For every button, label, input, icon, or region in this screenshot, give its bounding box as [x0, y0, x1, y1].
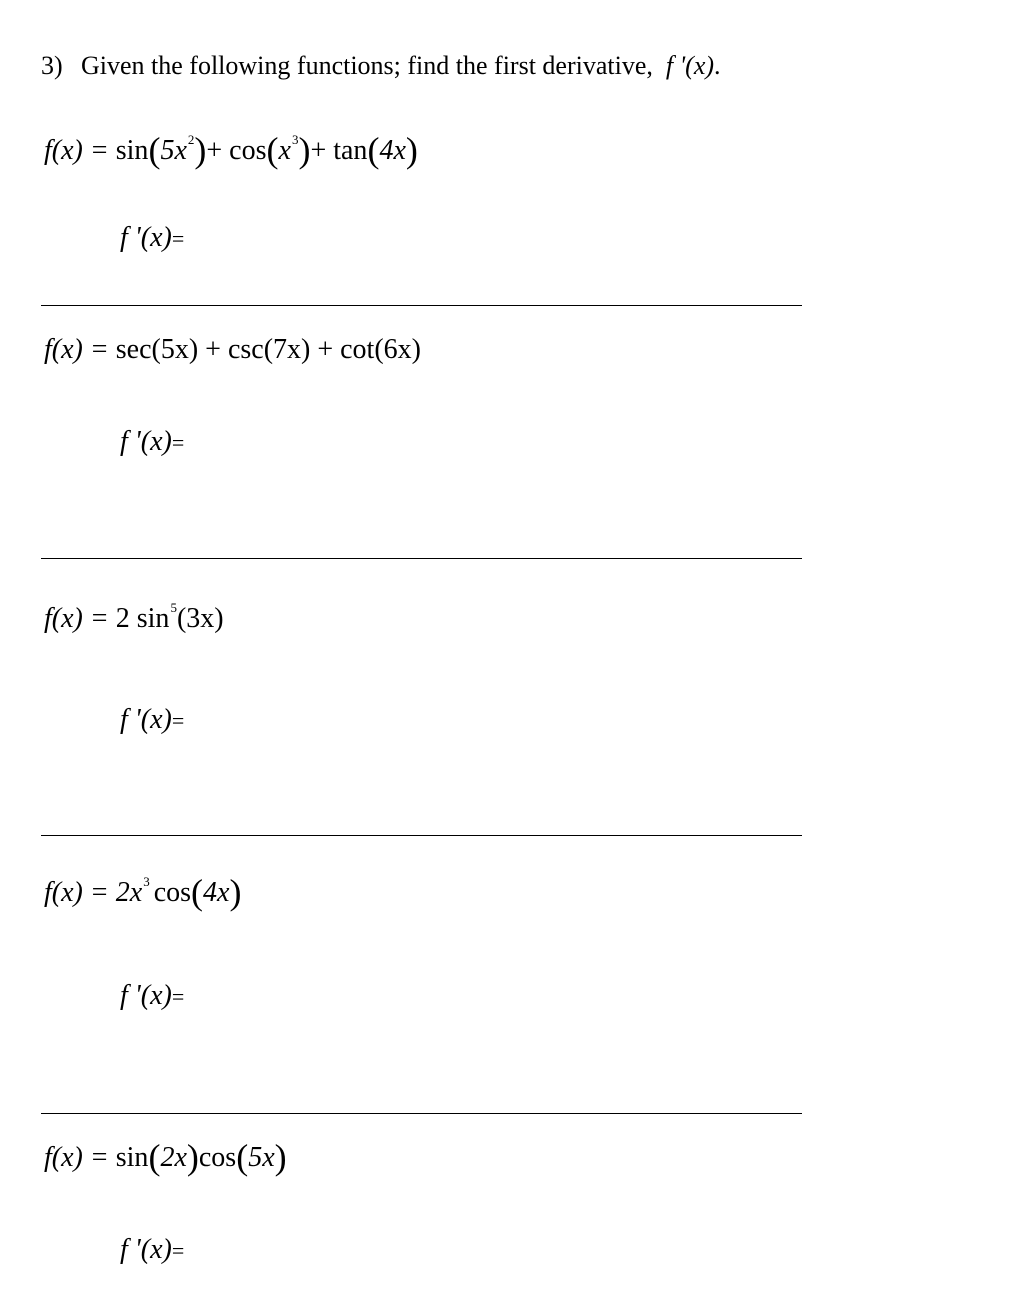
term-2sin: 2 sin [115, 603, 170, 634]
exponent-3: 3 [291, 132, 299, 147]
term-2x: 2x [160, 1142, 187, 1173]
question-text: Given the following functions; find the first derivative, [81, 51, 653, 80]
paren-open: ( [236, 1137, 249, 1177]
separator-line-3 [41, 835, 802, 836]
paren-close: ) [298, 130, 311, 170]
paren-open: ( [148, 130, 161, 170]
paren-close: ) [186, 1137, 199, 1177]
answer-3-label: f '(x) [120, 704, 172, 735]
function-2-lhs: f(x) = [44, 334, 116, 365]
term-5x: 5x [160, 135, 187, 166]
answer-1 [120, 218, 184, 259]
answer-2-label: f '(x) [120, 426, 172, 457]
answer-3 [120, 700, 184, 741]
paren-close: ) [229, 872, 242, 912]
question-number: 3) [41, 51, 63, 80]
fn-cos: cos [198, 1142, 237, 1173]
fn-cos: + cos [206, 135, 267, 166]
answer-5 [120, 1230, 184, 1271]
separator-line-4 [41, 1113, 802, 1114]
paren-close: ) [405, 130, 418, 170]
term-x: x [278, 135, 291, 166]
answer-4-label: f '(x) [120, 980, 172, 1011]
term-3x: (3x) [176, 603, 224, 634]
answer-2-equals: = [171, 430, 185, 455]
term-4x: 4x [379, 135, 406, 166]
answer-2 [120, 422, 184, 463]
fn-tan: + tan [310, 135, 368, 166]
prompt-period: . [714, 51, 721, 80]
exponent-2: 2 [187, 132, 195, 147]
paren-open: ( [266, 130, 279, 170]
paren-close: ) [274, 1137, 287, 1177]
paren-open: ( [191, 872, 204, 912]
question-prompt [41, 48, 721, 84]
answer-4-equals: = [171, 984, 185, 1009]
function-3 [44, 588, 224, 639]
paren-close: ) [194, 130, 207, 170]
function-2-expression: sec(5x) + csc(7x) + cot(6x) [115, 334, 421, 365]
answer-1-label: f '(x) [120, 222, 172, 253]
function-5 [44, 1138, 287, 1178]
term-2x: 2x [115, 877, 143, 908]
paren-open: ( [367, 130, 380, 170]
answer-3-equals: = [171, 708, 185, 733]
function-2 [44, 330, 421, 370]
function-4-lhs: f(x) = [44, 877, 116, 908]
fn-sin: sin [115, 1142, 149, 1173]
answer-4 [120, 976, 184, 1017]
term-5x: 5x [248, 1142, 275, 1173]
paren-open: ( [148, 1137, 161, 1177]
fn-cos: cos [153, 877, 192, 908]
function-5-lhs: f(x) = [44, 1142, 116, 1173]
answer-5-equals: = [171, 1238, 185, 1263]
answer-1-equals: = [171, 226, 185, 251]
separator-line-1 [41, 305, 802, 306]
function-3-lhs: f(x) = [44, 603, 116, 634]
derivative-symbol: f '(x) [665, 51, 715, 80]
function-1-lhs: f(x) = [44, 135, 116, 166]
term-4x: 4x [203, 877, 230, 908]
function-1 [44, 120, 418, 171]
exponent-5: 5 [170, 600, 177, 615]
exponent-3: 3 [143, 874, 150, 889]
separator-line-2 [41, 558, 802, 559]
function-4 [44, 862, 241, 913]
answer-5-label: f '(x) [120, 1234, 172, 1265]
fn-sin: sin [115, 135, 149, 166]
